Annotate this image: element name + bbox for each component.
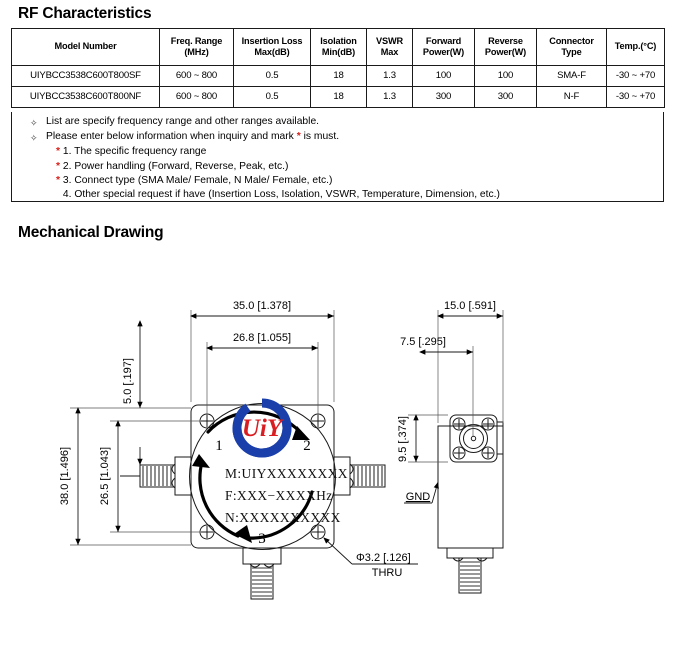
mounting-hole-top-left [200,414,214,428]
flange-screw-bottom-right [482,447,494,459]
dimension-height-holes-label: 26.5 [1.043] [99,446,111,506]
note-line-2 [12,130,663,145]
column-header-connector-type: Connector Type [537,29,607,66]
cell-reverse-power: 100 [475,66,537,87]
column-header-isolation: Isolation Min(dB) [311,29,367,66]
dimension-height-total-label: 38.0 [1.496] [59,446,71,506]
note-line-2-text-a: Please enter below information when inquiry and mark [46,131,297,143]
marking-line-freq: F:XXX−XXXXHz [225,488,333,503]
note-item-4 [12,188,663,202]
dimension-side-offset [400,336,473,436]
cell-temperature: -30 ~ +70 [607,87,665,108]
dimension-top-offset-label: 5.0 [.197] [122,358,134,404]
cell-reverse-power: 300 [475,87,537,108]
note-item-1 [12,145,663,159]
callout-gnd [404,482,438,503]
column-header-temperature: Temp.(°C) [607,29,665,66]
column-header-reverse-power: Reverse Power(W) [475,29,537,66]
mechanical-drawing-canvas [0,250,675,660]
sma-connector-port-3 [243,548,281,599]
marking-line-model: M:UIYXXXXXXXX [225,466,348,481]
cell-temperature: -30 ~ +70 [607,66,665,87]
dimension-side-offset-label: 7.5 [.295] [400,336,446,348]
port-label-1: 1 [215,438,223,454]
diamond-bullet-icon: ✧ [30,133,38,144]
dimension-height-holes [99,421,200,532]
callout-hole-diameter-label: Φ3.2 [.126] [356,552,411,564]
required-asterisk-icon: * [56,146,61,158]
cell-insertion-loss: 0.5 [234,66,311,87]
callout-hole-diameter [324,538,418,579]
port-label-3: 3 [258,531,266,547]
cell-insertion-loss: 0.5 [234,87,311,108]
cell-isolation: 18 [311,87,367,108]
flange-screw-bottom-left [453,447,465,459]
rf-characteristics-table [11,28,665,108]
column-header-forward-power: Forward Power(W) [413,29,475,66]
table-body [12,66,665,108]
required-asterisk-icon: * [56,174,61,186]
note-item-3-text: 3. Connect type (SMA Male/ Female, N Male/ Female, etc.) [62,174,333,186]
dimension-side-depth-label: 15.0 [.591] [444,300,496,312]
table-row [12,87,665,108]
cell-model-number: UIYBCC3538C600T800SF [12,66,160,87]
table-header-row [12,29,665,66]
note-item-3 [12,174,663,188]
note-item-2 [12,160,663,174]
rf-characteristics-title: RF Characteristics [18,5,152,22]
column-header-vswr: VSWR Max [367,29,413,66]
sma-connector-port-1 [120,457,191,495]
cell-vswr: 1.3 [367,87,413,108]
uiy-logo [227,393,297,463]
dimension-side-height [397,415,448,462]
side-view-body [438,426,503,548]
callout-hole-thru-label: THRU [371,567,403,579]
required-asterisk-icon: * [296,131,301,143]
column-header-insertion-loss: Insertion Loss Max(dB) [234,29,311,66]
diamond-bullet-icon: ✧ [30,118,38,128]
cell-connector-type: N-F [537,87,607,108]
cell-forward-power: 300 [413,87,475,108]
table-row [12,66,665,87]
column-header-model-number: Model Number [12,29,160,66]
dimension-width-holes-label: 26.8 [1.055] [232,332,292,344]
cell-model-number: UIYBCC3538C600T800NF [12,87,160,108]
cell-connector-type: SMA-F [537,66,607,87]
side-view-connector-flange [450,415,503,462]
dimension-side-height-label: 9.5 [.374] [397,416,409,462]
flange-screw-top-right [482,418,494,430]
required-asterisk-icon: * [56,160,61,172]
note-item-2-text: 2. Power handling (Forward, Reverse, Peak, etc.) [62,160,289,172]
cell-freq-range: 600 ~ 800 [160,66,234,87]
notes-block [11,112,664,202]
table-header [12,29,665,66]
cell-forward-power: 100 [413,66,475,87]
cell-freq-range: 600 ~ 800 [160,87,234,108]
cell-isolation: 18 [311,66,367,87]
rf-characteristics-table-wrapper [11,28,664,108]
dimension-width-total [191,300,334,402]
note-line-1 [12,115,663,130]
port-label-2: 2 [303,438,311,454]
dimension-width-total-label: 35.0 [1.378] [232,300,292,312]
mechanical-drawing-title: Mechanical Drawing [18,224,164,241]
column-header-freq-range: Freq. Range (MHz) [160,29,234,66]
note-line-2-text-b: is must. [300,131,340,143]
note-item-1-text: 1. The specific frequency range [62,146,207,158]
callout-gnd-label: GND [405,491,431,503]
mounting-hole-bottom-left [200,525,214,539]
marking-line-serial: N:XXXXXXXXXX [225,510,341,525]
note-line-1-text: List are specify frequency range and other ranges available. [46,116,320,127]
uiy-logo-text: UiY [241,415,283,442]
mounting-hole-bottom-right [311,525,325,539]
note-item-4-text: 4. Other special request if have (Insertion Loss, Isolation, VSWR, Temperature, Dimension, etc.) [62,189,500,201]
cell-vswr: 1.3 [367,66,413,87]
dimension-side-depth [438,300,503,423]
mounting-hole-top-right [311,414,325,428]
side-view-bottom-connector [447,548,493,593]
dimension-top-offset [120,321,191,465]
flange-screw-top-left [453,418,465,430]
